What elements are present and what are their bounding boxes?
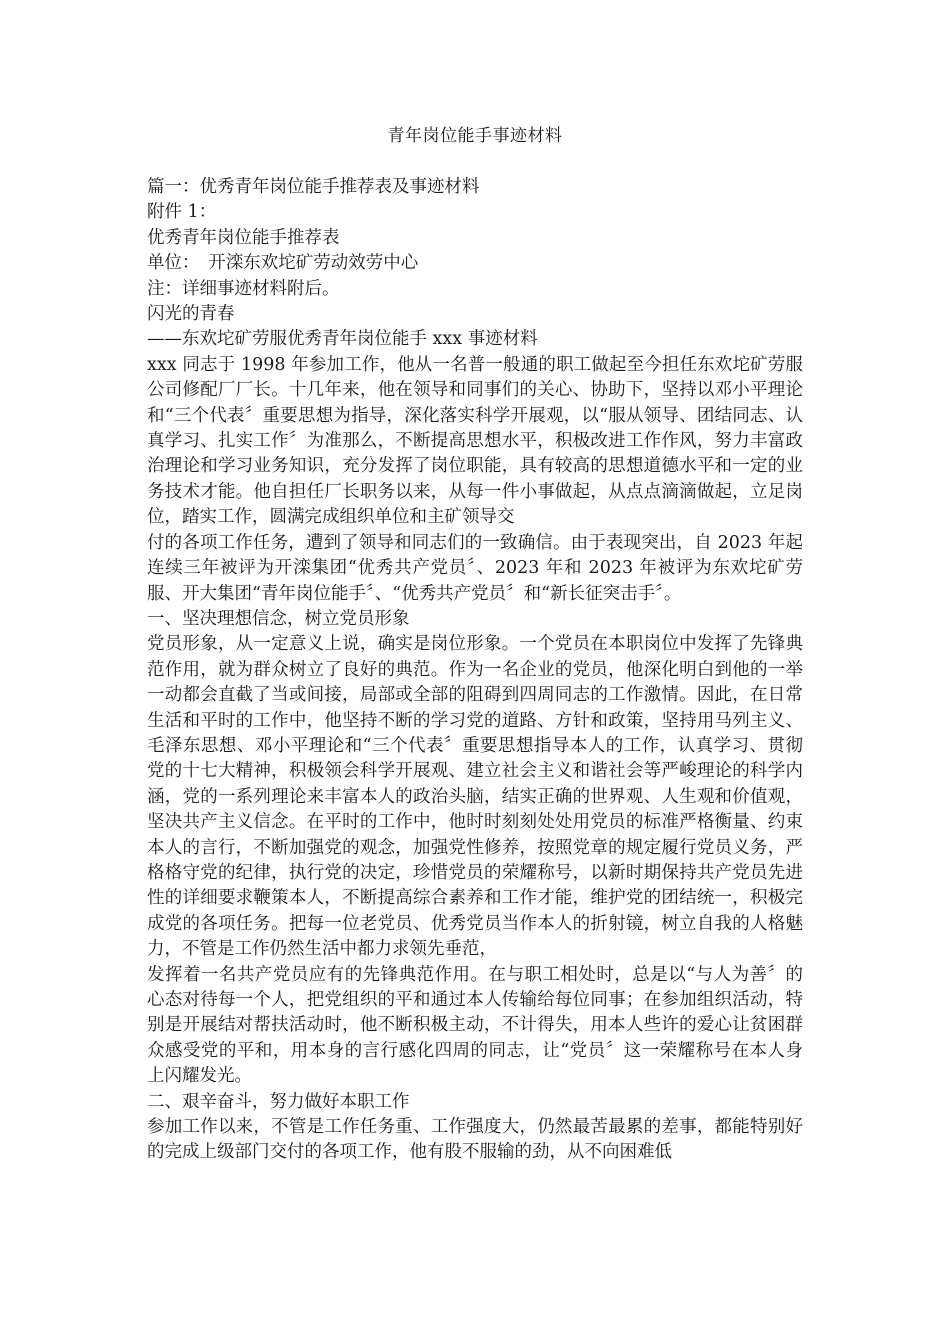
- document-body: [147, 175, 803, 1166]
- body-paragraph: 党员形象，从一定意义上说，确实是岗位形象。一个党员在本职岗位中发挥了先锋典范作用，就为群众树立了良好的典范。作为一名企业的党员，他深化明白到他的一举一动都会直截了当或间接，局部或全部的阻碍到四周同志的工作激情。因此，在日常生活和平时的工作中，他坚持不断的学习党的道路、方针和政策，坚持用马列主义、毛泽东思想、邓小平理论和“三个代表〞重要思想指导本人的工作，认真学习、贯彻党的十七大精神，积极领会科学开展观、建立社会主义和谐社会等严峻理论的科学内涵，党的一系列理论来丰富本人的政治头脑，结实正确的世界观、人生观和价值观，坚决共产主义信念。在平时的工作中，他时时刻刻处处用党员的标准严格衡量、约束本人的言行，不断加强党的观念，加强党性修养，按照党章的规定履行党员义务，严格格守党的纪律，执行党的决定，珍惜党员的荣耀称号，以新时期保持共产党员先进性的详细要求鞭策本人，不断提高综合素养和工作才能，维护党的团结统一，积极完成党的各项任务。把每一位老党员、优秀党员当作本人的折射镜，树立自我的人格魅力，不管是工作仍然生活中都力求领先垂范，: [147, 634, 803, 960]
- attachment-label: 附件 1：: [147, 202, 217, 223]
- unit-line: 单位： 开滦东欢坨矿劳动效劳中心: [147, 253, 419, 274]
- body-paragraph: 参加工作以来，不管是工作任务重、工作强度大，仍然最苦最累的差事，都能特别好的完成上级部门交付的各项工作，他有股不服输的劲，从不向困难低: [147, 1117, 803, 1163]
- body-paragraph: 发挥着一名共产党员应有的先锋典范作用。在与职工相处时，总是以“与人为善〞的心态对待每一个人，把党组织的平和通过本人传输给每位同事；在参加组织活动，特别是开展结对帮扶活动时，他不断积极主动，不计得失，用本人些许的爱心让贫困群众感受党的平和，用本身的言行感化四周的同志，让“党员〞这一荣耀称号在本人身上闪耀发光。: [147, 964, 803, 1087]
- note-line: 注：详细事迹材料附后。: [147, 278, 340, 299]
- article-subtitle: ——东欢坨矿劳服优秀青年岗位能手 xxx 事迹材料: [147, 329, 538, 350]
- article-title: 闪光的青春: [147, 304, 235, 325]
- body-paragraph: xxx 同志于 1998 年参加工作，他从一名普一般通的职工做起至今担任东欢坨矿劳服公司修配厂厂长。十几年来，他在领导和同事们的关心、协助下，坚持以邓小平理论和“三个代表〞重要思想为指导，深化落实科学开展观，以“服从领导、团结同志、认真学习、扎实工作〞为准那么，不断提高思想水平，积极改进工作作风，努力丰富政治理论和学习业务知识，充分发挥了岗位职能，具有较高的思想道德水平和一定的业务技术才能。他自担任厂长职务以来，从每一件小事做起，从点点滴滴做起，立足岗位，踏实工作，圆满完成组织单位和主矿领导交: [147, 354, 803, 528]
- form-title: 优秀青年岗位能手推荐表: [147, 227, 340, 248]
- section-heading-2: 二、艰辛奋斗，努力做好本职工作: [147, 1091, 410, 1112]
- document-title: 青年岗位能手事迹材料: [387, 126, 563, 146]
- body-paragraph: 付的各项工作任务，遭到了领导和同志们的一致确信。由于表现突出，自 2023 年起连续三年被评为开滦集团“优秀共产党员〞、2023 年和 2023 年被评为东欢坨矿劳服、开大集团“青年岗位能手〞、“优秀共产党员〞和“新长征突击手〞。: [147, 532, 803, 604]
- section-heading-1: 一、坚决理想信念，树立党员形象: [147, 608, 410, 629]
- section-heading: 篇一：优秀青年岗位能手推荐表及事迹材料: [147, 177, 480, 197]
